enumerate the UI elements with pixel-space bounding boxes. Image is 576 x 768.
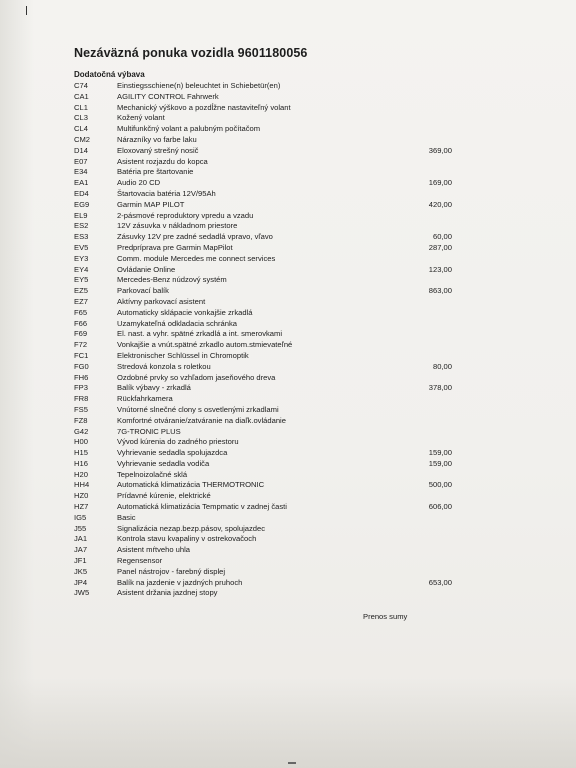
- list-item: [74, 297, 460, 308]
- option-code: JW5: [74, 588, 90, 598]
- list-item: [74, 578, 460, 589]
- option-price: 159,00: [428, 448, 452, 458]
- list-item: [74, 459, 460, 470]
- list-item: [74, 92, 460, 103]
- option-description: Comm. module Mercedes me connect services: [117, 253, 276, 263]
- option-description: 12V zásuvka v nákladnom priestore: [117, 221, 238, 231]
- list-item: [74, 124, 460, 135]
- option-price: 80,00: [432, 361, 452, 371]
- option-description: Predpríprava pre Garmin MapPilot: [117, 242, 233, 252]
- option-price: 169,00: [428, 178, 452, 188]
- option-description: Basic: [117, 512, 136, 522]
- option-price: 378,00: [428, 383, 452, 393]
- list-item: [74, 373, 460, 384]
- option-code: HZ7: [74, 502, 89, 512]
- option-code: IG5: [74, 512, 87, 522]
- list-item: [74, 221, 460, 232]
- option-price: 287,00: [428, 242, 452, 252]
- option-code: EZ5: [74, 286, 88, 296]
- option-code: JF1: [74, 556, 87, 566]
- page-edge-mark: [26, 6, 27, 15]
- list-item: [74, 394, 460, 405]
- list-item: [74, 524, 460, 535]
- option-code: F65: [74, 307, 88, 317]
- list-item: [74, 448, 460, 459]
- option-price: 653,00: [428, 577, 452, 587]
- option-description: 2-pásmové reproduktory vpredu a vzadu: [117, 210, 254, 220]
- option-code: H16: [74, 458, 88, 468]
- option-code: F69: [74, 329, 88, 339]
- option-code: FZ8: [74, 415, 88, 425]
- option-description: Eloxovaný strešný nosič: [117, 145, 199, 155]
- option-code: F72: [74, 340, 88, 350]
- option-code: ED4: [74, 188, 89, 198]
- paper-shadow-left: [0, 0, 34, 768]
- list-item: [74, 416, 460, 427]
- list-item: [74, 157, 460, 168]
- option-code: H00: [74, 437, 88, 447]
- option-code: EG9: [74, 199, 90, 209]
- option-description: Einstiegsschiene(n) beleuchtet in Schiebetür(en): [117, 81, 281, 90]
- option-code: EY5: [74, 275, 89, 285]
- option-description: Kontrola stavu kvapaliny v ostrekovačoch: [117, 534, 257, 544]
- list-item: [74, 491, 460, 502]
- option-code: EY4: [74, 264, 89, 274]
- option-code: EV5: [74, 242, 89, 252]
- list-item: [74, 545, 460, 556]
- option-price: 863,00: [428, 286, 452, 296]
- option-description: Vonkajšie a vnút.spätné zrkadlo autom.stmievateľné: [117, 340, 293, 350]
- list-item: [74, 200, 460, 211]
- list-item: [74, 189, 460, 200]
- list-item: [74, 513, 460, 524]
- option-description: Nárazníky vo farbe laku: [117, 134, 197, 144]
- option-description: Kožený volant: [117, 113, 165, 123]
- list-item: [74, 81, 460, 92]
- list-item: [74, 254, 460, 265]
- option-description: Komfortné otváranie/zatváranie na diaľk.ovládanie: [117, 415, 286, 425]
- option-code: ES2: [74, 221, 89, 231]
- option-price: 123,00: [428, 264, 452, 274]
- option-description: Asistent mŕtveho uhla: [117, 545, 191, 555]
- option-code: JA7: [74, 545, 88, 555]
- option-code: CM2: [74, 134, 91, 144]
- option-price: 420,00: [428, 199, 452, 209]
- option-description: Aktívny parkovací asistent: [117, 296, 206, 306]
- option-description: Ovládanie Online: [117, 264, 176, 274]
- option-description: Garmin MAP PILOT: [117, 199, 185, 209]
- option-price: 606,00: [428, 502, 452, 512]
- list-item: [74, 437, 460, 448]
- option-code: H15: [74, 448, 88, 458]
- option-description: Automaticky sklápacie vonkajšie zrkadlá: [117, 307, 253, 317]
- option-description: Multifunkčný volant a palubným počítačom: [117, 124, 261, 134]
- option-price: 500,00: [428, 480, 452, 490]
- option-description: Ozdobné prvky so vzhľadom jaseňového dreva: [117, 372, 276, 382]
- option-description: Elektronischer Schlüssel in Chromoptik: [117, 350, 249, 360]
- option-code: H20: [74, 469, 88, 479]
- list-item: [74, 427, 460, 438]
- list-item: [74, 556, 460, 567]
- list-item: [74, 167, 460, 178]
- option-description: Panel nástrojov - farebný displej: [117, 566, 226, 576]
- option-code: F66: [74, 318, 88, 328]
- list-item: [74, 329, 460, 340]
- list-item: [74, 567, 460, 578]
- option-description: Vyhrievanie sedadla spolujazdca: [117, 448, 228, 458]
- list-item: [74, 502, 460, 513]
- list-item: [74, 362, 460, 373]
- list-item: [74, 588, 460, 599]
- option-description: El. nast. a vyhr. spätné zrkadlá a int. smerovkami: [117, 329, 283, 339]
- option-code: JP4: [74, 577, 88, 587]
- option-description: Vyhrievanie sedadla vodiča: [117, 458, 210, 468]
- option-code: FR8: [74, 394, 89, 404]
- option-code: FG0: [74, 361, 89, 371]
- list-item: [74, 351, 460, 362]
- option-description: Signalizácia nezap.bezp.pásov, spolujazdec: [117, 523, 266, 533]
- option-code: JK5: [74, 566, 88, 576]
- list-item: [74, 308, 460, 319]
- option-description: Vývod kúrenia do zadného priestoru: [117, 437, 239, 447]
- list-item: [74, 243, 460, 254]
- option-description: Asistent držania jazdnej stopy: [117, 588, 218, 598]
- option-description: Stredová konzola s roletkou: [117, 361, 211, 371]
- option-description: Tepelnoizolačné sklá: [117, 469, 188, 479]
- option-code: C74: [74, 81, 88, 90]
- list-item: [74, 146, 460, 157]
- option-code: CL1: [74, 102, 88, 112]
- option-description: Balík na jazdenie v jazdných pruhoch: [117, 577, 243, 587]
- option-code: ES3: [74, 232, 89, 242]
- paper-shadow-bottom: [0, 678, 576, 768]
- option-description: Audio 20 CD: [117, 178, 161, 188]
- option-price: 159,00: [428, 458, 452, 468]
- option-code: CL3: [74, 113, 88, 123]
- list-item: [74, 405, 460, 416]
- option-description: Mercedes-Benz núdzový systém: [117, 275, 227, 285]
- option-description: AGILITY CONTROL Fahrwerk: [117, 91, 219, 101]
- option-price: 369,00: [428, 145, 452, 155]
- equipment-list: [74, 81, 460, 599]
- option-description: Rückfahrkamera: [117, 394, 173, 404]
- section-heading: Dodatočná výbava: [74, 70, 145, 79]
- list-item: [74, 232, 460, 243]
- list-item: [74, 470, 460, 481]
- option-code: E07: [74, 156, 88, 166]
- option-description: Štartovacia batéria 12V/95Ah: [117, 188, 216, 198]
- option-code: FH6: [74, 372, 89, 382]
- page-bottom-mark: [288, 762, 296, 764]
- option-code: FP3: [74, 383, 88, 393]
- option-code: D14: [74, 145, 88, 155]
- option-description: Automatická klimatizácia THERMOTRONIC: [117, 480, 265, 490]
- option-description: Regensensor: [117, 556, 163, 566]
- list-item: [74, 319, 460, 330]
- list-item: [74, 286, 460, 297]
- list-item: [74, 340, 460, 351]
- option-description: 7G-TRONIC PLUS: [117, 426, 181, 436]
- option-code: EZ7: [74, 296, 88, 306]
- list-item: [74, 265, 460, 276]
- option-code: EL9: [74, 210, 88, 220]
- option-description: Balík výbavy - zrkadlá: [117, 383, 191, 393]
- list-item: [74, 113, 460, 124]
- option-description: Mechanický výškovo a pozdĺžne nastaviteľný volant: [117, 102, 291, 112]
- option-description: Prídavné kúrenie, elektrické: [117, 491, 211, 501]
- option-description: Zásuvky 12V pre zadné sedadlá vpravo, vľavo: [117, 232, 273, 242]
- option-code: FC1: [74, 350, 89, 360]
- list-item: [74, 178, 460, 189]
- option-code: HZ0: [74, 491, 89, 501]
- list-item: [74, 534, 460, 545]
- subtotal-label: Prenos sumy: [363, 612, 408, 621]
- option-price: 60,00: [432, 232, 452, 242]
- option-code: CL4: [74, 124, 88, 134]
- document-title: Nezáväzná ponuka vozidla 9601180056: [74, 46, 308, 60]
- list-item: [74, 211, 460, 222]
- list-item: [74, 135, 460, 146]
- list-item: [74, 275, 460, 286]
- option-description: Vnútorné slnečné clony s osvetlenými zrkadlami: [117, 404, 279, 414]
- option-code: CA1: [74, 91, 89, 101]
- option-code: JA1: [74, 534, 88, 544]
- option-code: G42: [74, 426, 89, 436]
- option-code: EA1: [74, 178, 89, 188]
- option-description: Batéria pre štartovanie: [117, 167, 194, 177]
- list-item: [74, 480, 460, 491]
- option-code: HH4: [74, 480, 90, 490]
- option-description: Uzamykateľná odkladacia schránka: [117, 318, 237, 328]
- option-description: Asistent rozjazdu do kopca: [117, 156, 208, 166]
- list-item: [74, 103, 460, 114]
- option-description: Automatická klimatizácia Tempmatic v zadnej časti: [117, 502, 287, 512]
- list-item: [74, 383, 460, 394]
- option-code: EY3: [74, 253, 89, 263]
- option-code: J55: [74, 523, 87, 533]
- option-code: FS5: [74, 404, 88, 414]
- option-description: Parkovací balík: [117, 286, 169, 296]
- option-code: E34: [74, 167, 88, 177]
